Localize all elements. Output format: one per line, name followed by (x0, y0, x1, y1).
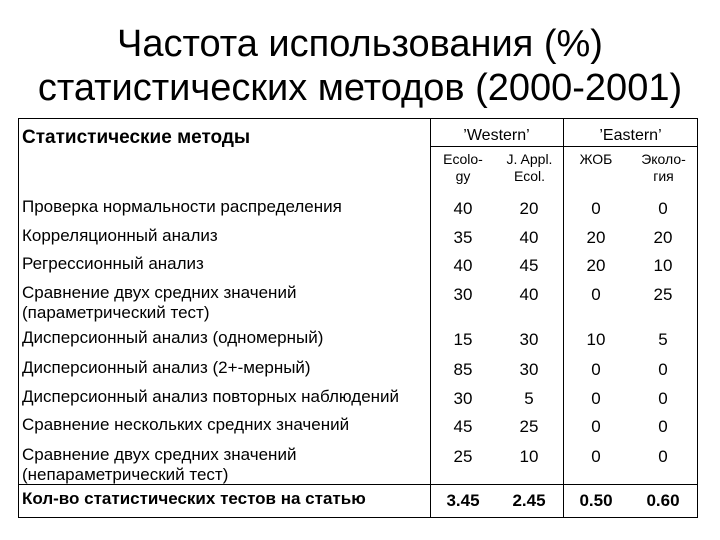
table-cell-value: 30 (519, 360, 539, 379)
methods-column-header: Статистические методы (22, 127, 251, 148)
table-cell-value: 25 (519, 417, 539, 436)
method-label: Корреляционный анализ (22, 226, 218, 245)
table-cell-value: 2.45 (512, 491, 546, 510)
table-row-method (22, 197, 342, 217)
method-label: Дисперсионный анализ (одномерный) (22, 328, 324, 347)
table-cell-value: 5 (524, 389, 534, 408)
column-header-zhob (563, 151, 629, 168)
table-cell-value: 40 (453, 256, 473, 275)
method-label: Дисперсионный анализ повторных наблюдений (22, 387, 400, 406)
table-row-method (22, 489, 366, 509)
column-header-ekologiya (629, 151, 698, 185)
method-label-continued: (параметрический тест) (22, 303, 210, 322)
table-cell-value: 0 (658, 417, 668, 436)
slide-title (0, 22, 720, 110)
table-cell-value: 20 (653, 228, 673, 247)
column-header-line: gy (455, 168, 471, 184)
table-cell-value: 10 (586, 330, 606, 349)
table-row-method (22, 254, 204, 274)
table-row-method (22, 358, 311, 378)
table-cell-value: 0 (658, 447, 668, 466)
table-row-method (22, 226, 218, 246)
group-western-header: ’Western’ (463, 127, 530, 144)
method-label: Регрессионный анализ (22, 254, 204, 273)
method-label: Сравнение нескольких средних значений (22, 415, 350, 434)
table-cell-value: 25 (653, 285, 673, 304)
table-cell-value: 0 (591, 389, 601, 408)
table-cell-value: 15 (453, 330, 473, 349)
title-line-1: Частота использования (%) (117, 23, 603, 65)
column-header-line: Ecolo- (443, 151, 483, 167)
method-label: Проверка нормальности распределения (22, 197, 342, 216)
method-label: Кол-во статистических тестов на статью (22, 489, 366, 508)
table-row-method (22, 415, 349, 435)
table-cell-value: 45 (453, 417, 473, 436)
table-cell-value: 85 (453, 360, 473, 379)
table-cell-value: 20 (519, 199, 539, 218)
method-label: Сравнение двух средних значений (22, 283, 297, 302)
table-cell-value: 35 (453, 228, 473, 247)
table-cell-value: 25 (453, 447, 473, 466)
table-cell-value: 3.45 (446, 491, 480, 510)
table-cell-value: 0.50 (579, 491, 613, 510)
table-cell-value: 0 (658, 360, 668, 379)
table-cell-value: 0 (591, 285, 601, 304)
column-header-line: Ecol. (513, 168, 546, 184)
table-cell-value: 40 (453, 199, 473, 218)
column-header-line: гия (653, 168, 674, 184)
table-cell-value: 20 (586, 228, 606, 247)
table-cell-value: 0.60 (646, 491, 680, 510)
table-cell-value: 30 (519, 330, 539, 349)
column-header-ecology (430, 151, 496, 185)
method-label: Дисперсионный анализ (2+-мерный) (22, 358, 311, 377)
title-line-2: статистических методов (2000-2001) (37, 67, 683, 109)
table-cell-value: 0 (591, 360, 601, 379)
table-cell-value: 5 (658, 330, 668, 349)
column-header-line: ЖОБ (579, 151, 613, 167)
group-eastern-header: ’Eastern’ (599, 127, 662, 144)
column-header-line: J. Appl. (506, 151, 553, 167)
table-cell-value: 0 (658, 199, 668, 218)
table-row-method (22, 283, 296, 323)
table-cell-value: 30 (453, 285, 473, 304)
table-cell-value: 10 (519, 447, 539, 466)
table-row-method (22, 328, 323, 348)
table-cell-value: 0 (658, 389, 668, 408)
table-cell-value: 40 (519, 228, 539, 247)
table-cell-value: 0 (591, 447, 601, 466)
table-cell-value: 45 (519, 256, 539, 275)
method-label: Сравнение двух средних значений (22, 445, 297, 464)
table-cell-value: 0 (591, 199, 601, 218)
statistics-table (18, 118, 698, 518)
method-label-continued: (непараметрический тест) (22, 465, 229, 484)
table-row-method (22, 387, 399, 407)
column-header-j-appl-ecol (496, 151, 563, 185)
header-group-divider (430, 146, 698, 147)
table-cell-value: 20 (586, 256, 606, 275)
table-cell-value: 30 (453, 389, 473, 408)
column-header-line: Эколо- (641, 151, 686, 167)
table-row-method (22, 445, 296, 485)
table-cell-value: 0 (591, 417, 601, 436)
table-cell-value: 10 (653, 256, 673, 275)
table-cell-value: 40 (519, 285, 539, 304)
